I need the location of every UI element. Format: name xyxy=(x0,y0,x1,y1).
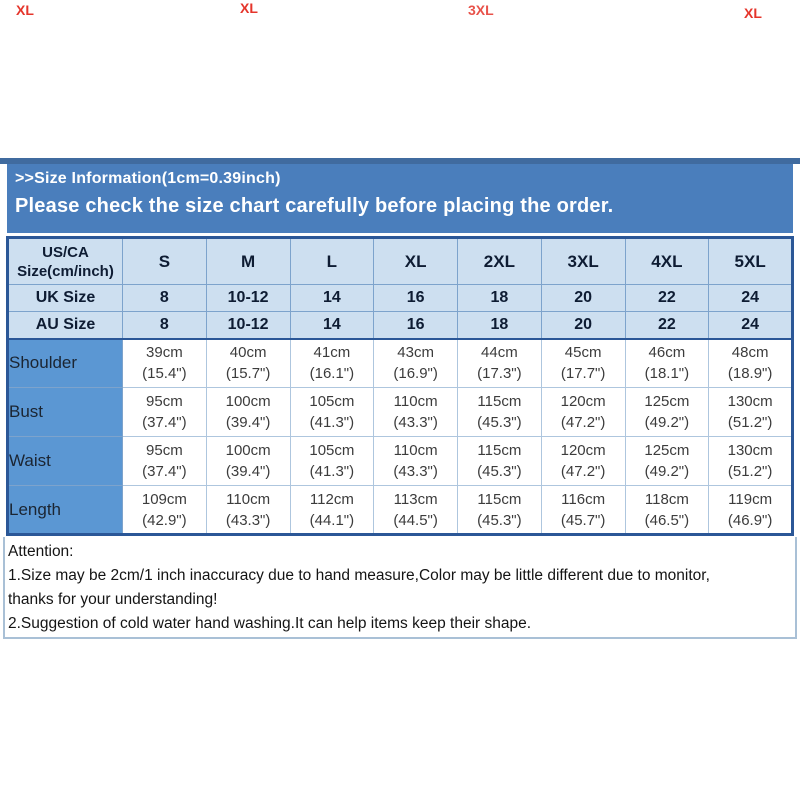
size-value-cell: 24 xyxy=(709,312,793,339)
inch-value: (15.7") xyxy=(225,365,271,383)
row-label-cell: Length xyxy=(8,486,123,535)
inch-value: (45.7") xyxy=(560,511,606,529)
attention-line: 2.Suggestion of cold water hand washing.It can help items keep their shape. xyxy=(8,615,532,632)
cm-value: 95cm xyxy=(146,442,183,459)
cm-value: 109cm xyxy=(141,490,187,508)
remnant-size-mark: XL xyxy=(16,2,34,18)
cm-value: 115cm xyxy=(477,442,522,459)
measurement-cell xyxy=(123,486,207,535)
cm-value: 130cm xyxy=(727,442,773,459)
row-label-cell: Bust xyxy=(8,388,123,437)
size-value-cell: 8 xyxy=(123,312,207,339)
remnant-size-mark: XL xyxy=(744,5,762,21)
measurement-cell xyxy=(206,486,290,535)
inch-value: (18.1") xyxy=(644,365,690,383)
size-header-cell: S xyxy=(123,238,207,285)
cm-value: 118cm xyxy=(644,490,689,508)
size-header-cell: L xyxy=(290,238,374,285)
size-value-cell: 20 xyxy=(541,312,625,339)
inch-value: (37.4") xyxy=(142,414,187,431)
cm-value: 45cm xyxy=(564,344,602,362)
measurement-cell xyxy=(625,437,709,486)
size-header-cell: 2XL xyxy=(458,238,542,285)
uk-size-row xyxy=(8,285,793,312)
cm-value: 130cm xyxy=(727,393,773,410)
row-label-cell: Shoulder xyxy=(8,339,123,388)
inch-value: (43.3") xyxy=(393,463,438,480)
measurement-cell xyxy=(290,339,374,388)
inch-value: (45.3") xyxy=(477,463,522,480)
inch-value: (37.4") xyxy=(142,463,187,480)
inch-value: (46.5") xyxy=(644,511,690,529)
remnant-size-mark: XL xyxy=(240,0,258,16)
size-header-cell: M xyxy=(206,238,290,285)
corner-line1: US/CA xyxy=(42,243,89,261)
cm-value: 100cm xyxy=(225,442,271,459)
size-value-cell: 14 xyxy=(290,285,374,312)
size-value-cell: 22 xyxy=(625,312,709,339)
waist-row xyxy=(8,437,793,486)
cm-value: 110cm xyxy=(226,490,271,508)
row-label-cell: UK Size xyxy=(8,285,123,312)
inch-value: (44.5") xyxy=(393,511,438,529)
size-header-cell: 3XL xyxy=(541,238,625,285)
inch-value: (42.9") xyxy=(142,511,187,529)
size-header-row xyxy=(8,238,793,285)
attention-line: 1.Size may be 2cm/1 inch inaccuracy due to hand measure,Color may be little different due to monitor, xyxy=(8,567,710,584)
inch-value: (39.4") xyxy=(225,414,271,431)
cm-value: 112cm xyxy=(309,490,354,508)
size-header-cell: XL xyxy=(374,238,458,285)
measurement-cell xyxy=(206,388,290,437)
size-value-cell: 18 xyxy=(458,285,542,312)
measurement-cell xyxy=(625,486,709,535)
size-header-cell: 5XL xyxy=(709,238,793,285)
cm-value: 110cm xyxy=(393,442,438,459)
attention-section xyxy=(3,537,797,639)
row-label-cell: AU Size xyxy=(8,312,123,339)
corner-header-cell xyxy=(8,238,123,285)
size-value-cell: 16 xyxy=(374,312,458,339)
size-value-cell: 18 xyxy=(458,312,542,339)
inch-value: (49.2") xyxy=(644,414,690,431)
measurement-cell xyxy=(458,486,542,535)
size-information-title: >>Size Information(1cm=0.39inch) xyxy=(15,170,281,187)
inch-value: (15.4") xyxy=(142,365,187,383)
size-value-cell: 20 xyxy=(541,285,625,312)
size-value-cell: 10-12 xyxy=(206,285,290,312)
check-size-notice: Please check the size chart carefully before placing the order. xyxy=(15,195,614,217)
attention-line: thanks for your understanding! xyxy=(8,591,218,608)
size-chart-table xyxy=(6,236,794,536)
cm-value: 110cm xyxy=(393,393,438,410)
cm-value: 41cm xyxy=(313,344,351,362)
measurement-cell xyxy=(206,339,290,388)
inch-value: (47.2") xyxy=(560,414,606,431)
cm-value: 120cm xyxy=(560,442,606,459)
cm-value: 48cm xyxy=(731,344,769,362)
measurement-cell xyxy=(458,388,542,437)
inch-value: (49.2") xyxy=(644,463,690,480)
cm-value: 105cm xyxy=(309,393,355,410)
row-label-cell: Waist xyxy=(8,437,123,486)
bust-row xyxy=(8,388,793,437)
inch-value: (51.2") xyxy=(727,463,773,480)
measurement-cell xyxy=(625,339,709,388)
inch-value: (39.4") xyxy=(225,463,271,480)
header-band xyxy=(7,164,793,233)
inch-value: (41.3") xyxy=(309,414,355,431)
cm-value: 40cm xyxy=(229,344,267,362)
measurement-cell xyxy=(541,339,625,388)
cm-value: 46cm xyxy=(648,344,686,362)
cm-value: 120cm xyxy=(560,393,606,410)
cm-value: 116cm xyxy=(561,490,606,508)
measurement-cell xyxy=(374,486,458,535)
cm-value: 119cm xyxy=(728,490,773,508)
measurement-cell xyxy=(541,486,625,535)
measurement-cell xyxy=(374,437,458,486)
inch-value: (16.1") xyxy=(309,365,355,383)
cm-value: 100cm xyxy=(225,393,271,410)
size-value-cell: 22 xyxy=(625,285,709,312)
size-value-cell: 8 xyxy=(123,285,207,312)
cm-value: 125cm xyxy=(644,442,690,459)
inch-value: (45.3") xyxy=(477,511,522,529)
measurement-cell xyxy=(206,437,290,486)
cm-value: 39cm xyxy=(146,344,183,362)
measurement-cell xyxy=(541,437,625,486)
measurement-cell xyxy=(290,388,374,437)
attention-heading: Attention: xyxy=(8,543,74,560)
cm-value: 95cm xyxy=(146,393,183,410)
measurement-cell xyxy=(709,339,793,388)
cm-value: 113cm xyxy=(393,490,438,508)
remnant-size-mark: 3XL xyxy=(468,2,494,18)
inch-value: (17.7") xyxy=(560,365,606,383)
measurement-cell xyxy=(290,486,374,535)
au-size-row xyxy=(8,312,793,339)
inch-value: (16.9") xyxy=(393,365,438,383)
measurement-cell xyxy=(458,437,542,486)
cm-value: 115cm xyxy=(477,393,522,410)
measurement-cell xyxy=(123,339,207,388)
inch-value: (45.3") xyxy=(477,414,522,431)
corner-line2: Size(cm/inch) xyxy=(17,262,114,280)
measurement-cell xyxy=(709,388,793,437)
inch-value: (51.2") xyxy=(727,414,773,431)
measurement-cell xyxy=(541,388,625,437)
inch-value: (47.2") xyxy=(560,463,606,480)
measurement-cell xyxy=(458,339,542,388)
measurement-cell xyxy=(123,388,207,437)
shoulder-row xyxy=(8,339,793,388)
inch-value: (18.9") xyxy=(727,365,773,383)
cm-value: 125cm xyxy=(644,393,690,410)
length-row xyxy=(8,486,793,535)
inch-value: (17.3") xyxy=(477,365,522,383)
inch-value: (44.1") xyxy=(309,511,355,529)
size-header-cell: 4XL xyxy=(625,238,709,285)
size-value-cell: 24 xyxy=(709,285,793,312)
cm-value: 115cm xyxy=(477,490,522,508)
cm-value: 43cm xyxy=(397,344,434,362)
measurement-cell xyxy=(625,388,709,437)
inch-value: (41.3") xyxy=(309,463,355,480)
measurement-cell xyxy=(290,437,374,486)
size-value-cell: 10-12 xyxy=(206,312,290,339)
inch-value: (43.3") xyxy=(225,511,271,529)
inch-value: (46.9") xyxy=(727,511,773,529)
cm-value: 44cm xyxy=(481,344,518,362)
size-value-cell: 14 xyxy=(290,312,374,339)
inch-value: (43.3") xyxy=(393,414,438,431)
cm-value: 105cm xyxy=(309,442,355,459)
measurement-cell xyxy=(374,388,458,437)
measurement-cell xyxy=(709,437,793,486)
size-value-cell: 16 xyxy=(374,285,458,312)
measurement-cell xyxy=(123,437,207,486)
measurement-cell xyxy=(374,339,458,388)
measurement-cell xyxy=(709,486,793,535)
